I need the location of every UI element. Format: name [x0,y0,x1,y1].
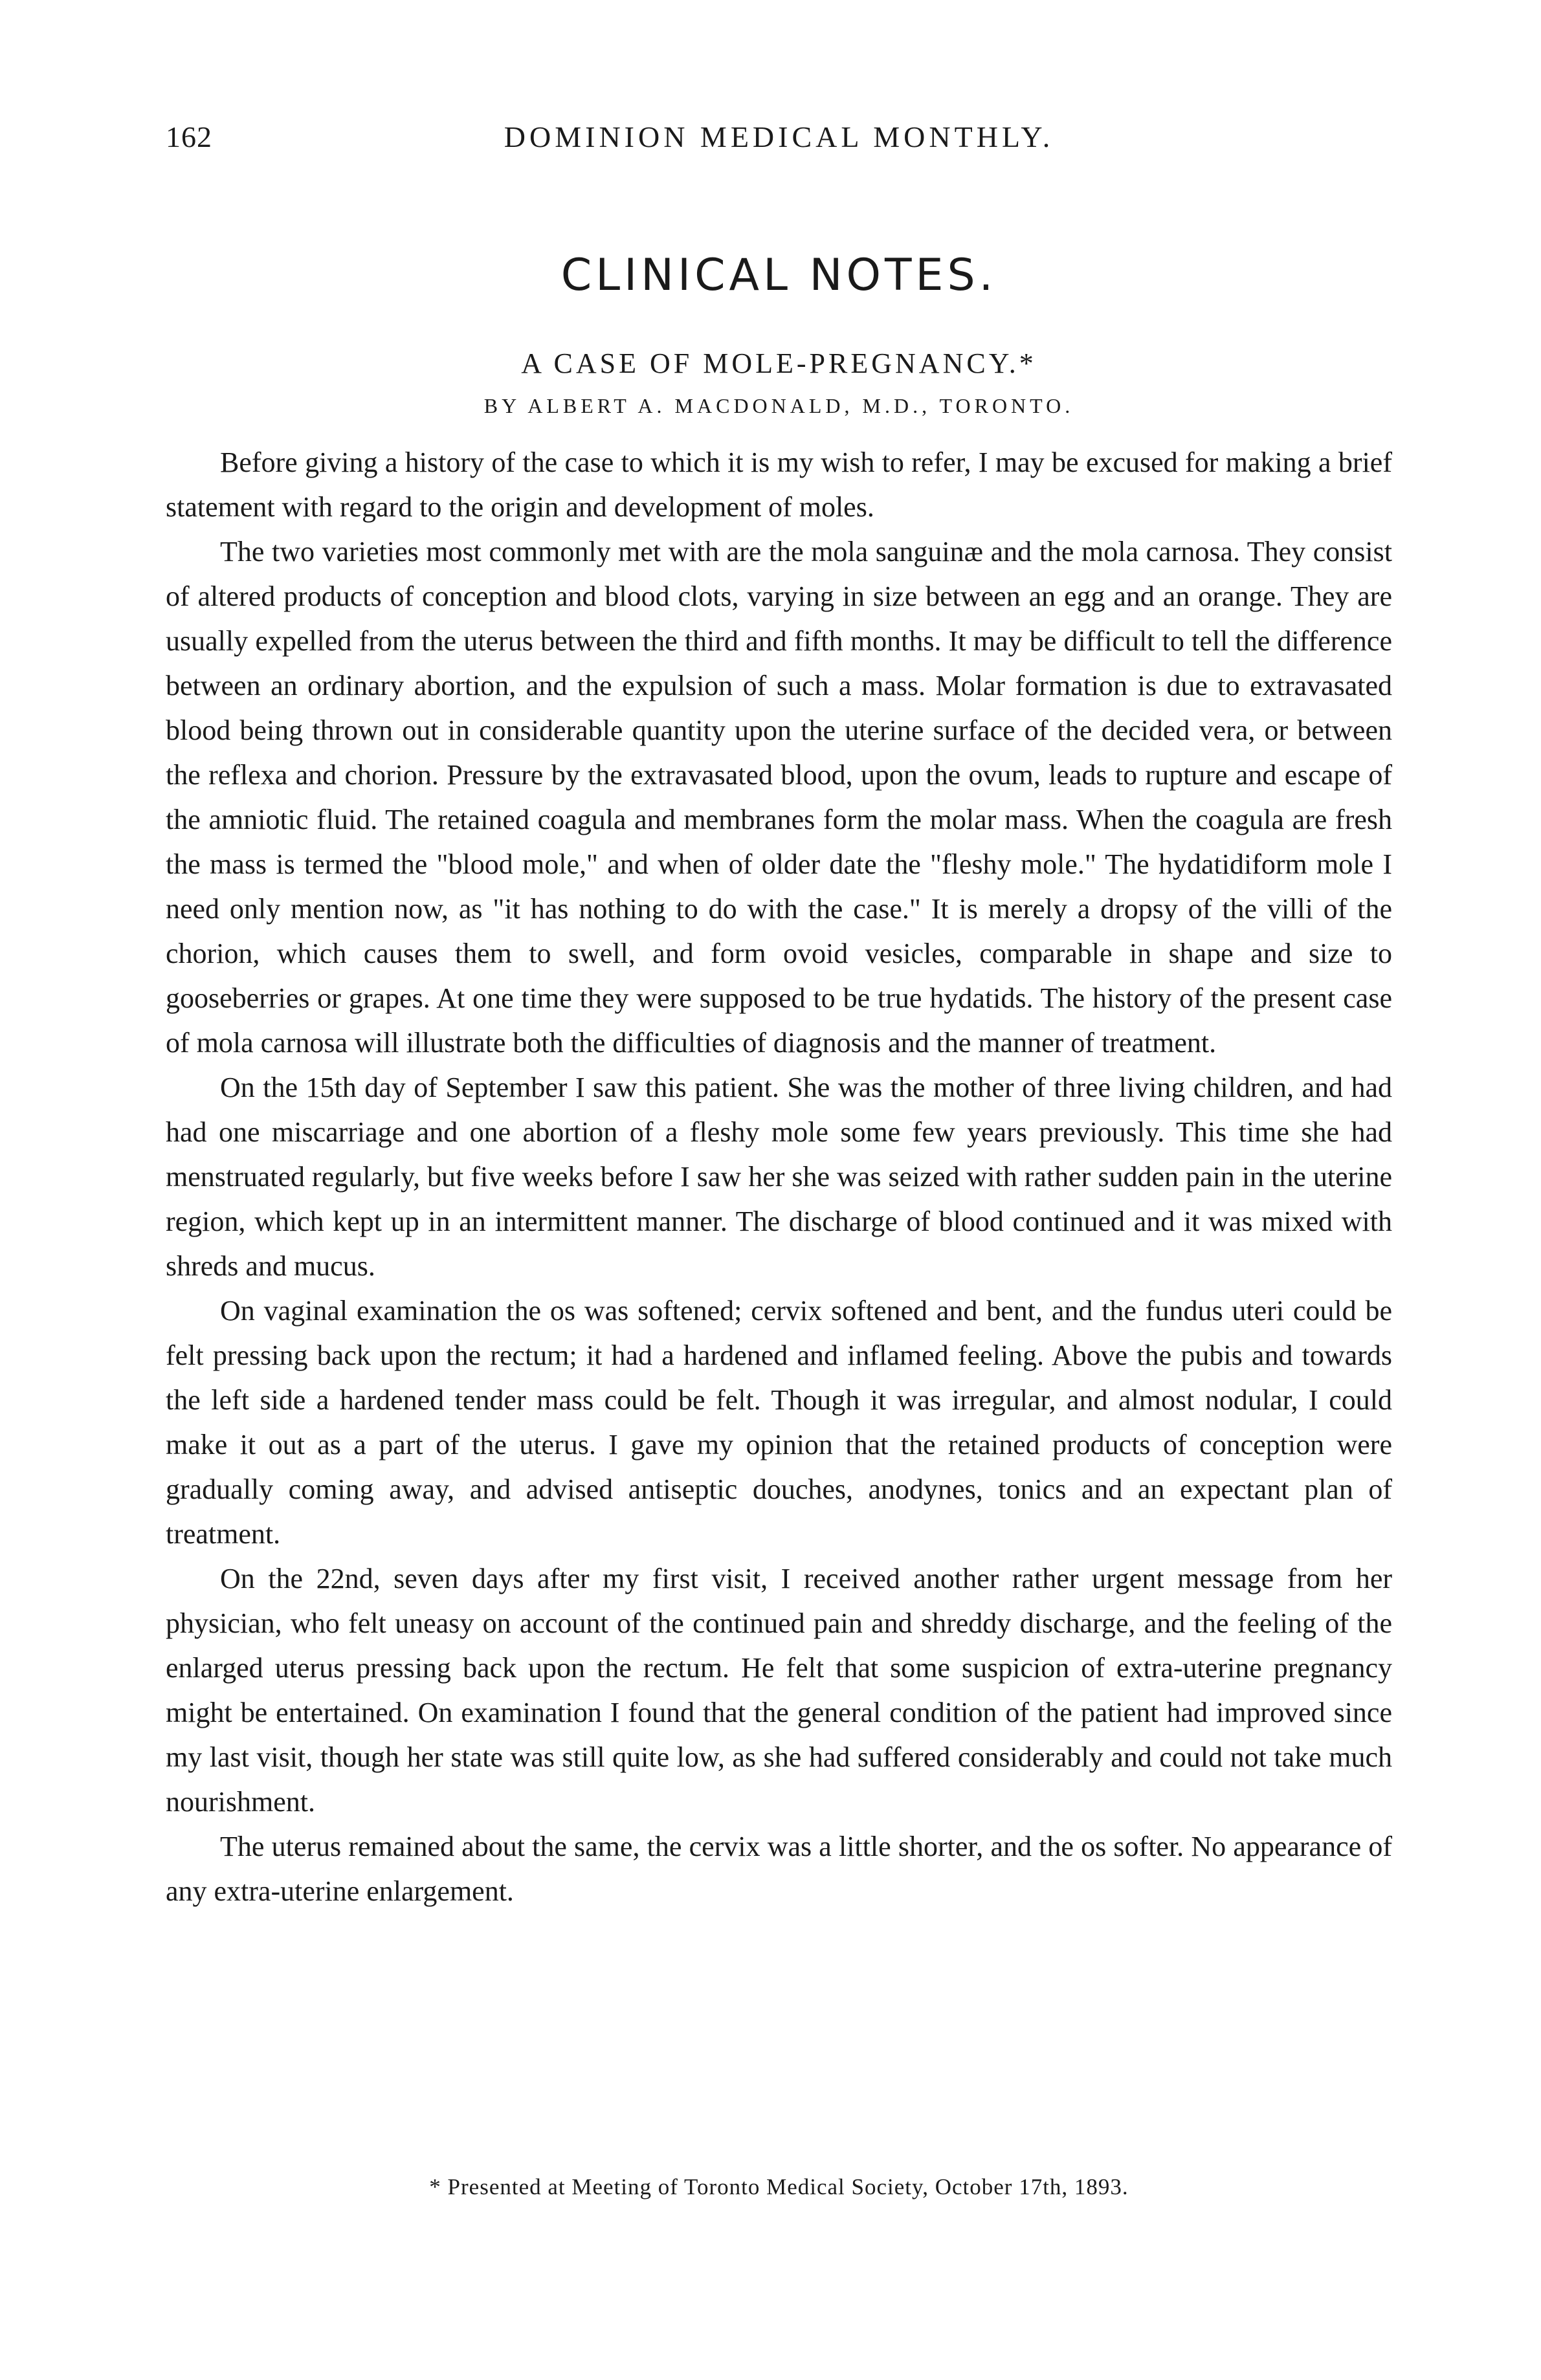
paragraph-6: The uterus remained about the same, the cervix was a little shorter, and the os softer. No appearance of any extra-uterine enlargement. [166,1831,1392,1907]
byline: BY ALBERT A. MACDONALD, M.D., TORONTO. [483,394,1074,417]
page-number: 162 [166,120,212,153]
paragraph-4: On vaginal examination the os was softened; cervix softened and bent, and the fundus uteri could be felt pressing back upon the rectum; it had a hardened and inflamed feeling. Above the pubis and towards the left side a hardened tender mass could be felt. Though it was irregular, and almost nodular, I could make it out as a part of the uterus. I gave my opinion that the retained products of conception were gradually coming away, and advised antiseptic douches, anodynes, tonics and an expectant plan of treatment. [166,1295,1392,1550]
running-head [166,120,1392,165]
article-title: A CASE OF MOLE-PREGNANCY.* [521,347,1037,379]
paragraph-1: Before giving a history of the case to which it is my wish to refer, I may be excused for making a brief statement with regard to the origin and development of moles. [166,446,1392,523]
paragraph-2: The two varieties most commonly met with are the mola sanguinæ and the mola carnosa. They consist of altered products of conception and blood clots, varying in size between an egg and an orange. They are usually expelled from the uterus between the third and fifth months. It may be difficult to tell the difference between an ordinary abortion, and the expulsion of such a mass. Molar formation is due to extravasated blood being thrown out in considerable quantity upon the uterine surface of the decided vera, or between the reflexa and chorion. Pressure by the extravasated blood, upon the ovum, leads to rupture and escape of the amniotic fluid. The retained coagula and membranes form the molar mass. When the coagula are fresh the mass is termed the "blood mole," and when of older date the "fleshy mole." The hydatidiform mole I need only mention now, as "it has nothing to do with the case." It is merely a dropsy of the villi of the chorion, which causes them to swell, and form ovoid vesicles, comparable in shape and size to gooseberries or grapes. At one time they were supposed to be true hydatids. The history of the present case of mola carnosa will illustrate both the difficulties of diagnosis and the manner of treatment. [166,536,1392,1059]
article-body [166,440,1392,1913]
journal-name: DOMINION MEDICAL MONTHLY. [504,120,1054,153]
footnote: * Presented at Meeting of Toronto Medical Society, October 17th, 1893. [429,2174,1129,2199]
section-title: CLINICAL NOTES. [560,250,997,301]
paragraph-5: On the 22nd, seven days after my first visit, I received another rather urgent message from her physician, who felt uneasy on account of the continued pain and shreddy discharge, and the feeling of the enlarged uterus pressing back upon the rectum. He felt that some suspicion of extra-uterine pregnancy might be entertained. On examination I found that the general condition of the patient had improved since my last visit, though her state was still quite low, as she had suffered considerably and could not take much nourishment. [166,1563,1392,1818]
paragraph-3: On the 15th day of September I saw this patient. She was the mother of three living children, and had had one miscarriage and one abortion of a fleshy mole some few years previously. This time she had menstruated regularly, but five weeks before I saw her she was seized with rather sudden pain in the uterine region, which kept up in an intermittent manner. The discharge of blood continued and it was mixed with shreds and mucus. [166,1072,1392,1282]
